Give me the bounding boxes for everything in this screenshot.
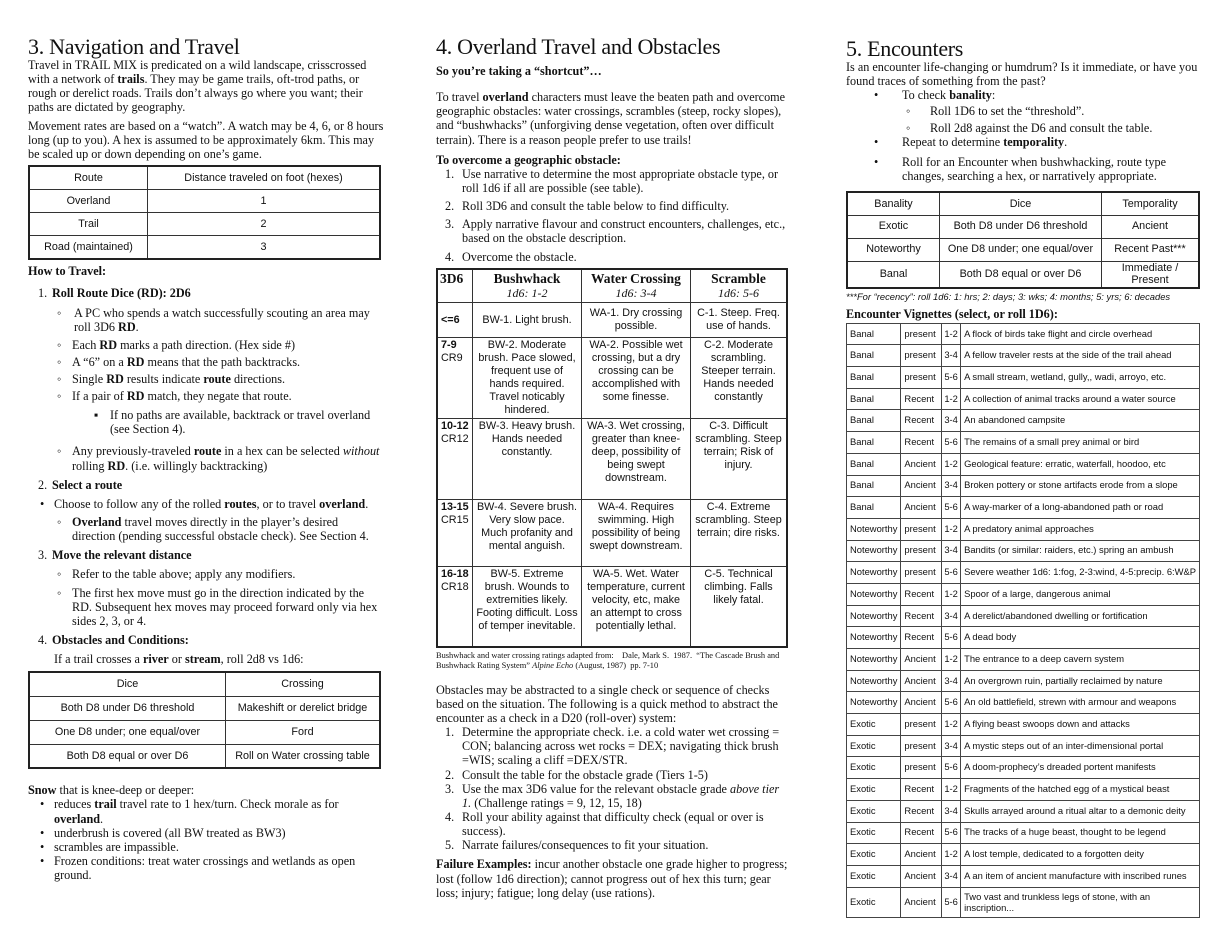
vignette-banality: Exotic — [847, 887, 901, 917]
obstacle-table — [436, 268, 788, 648]
obstacle-col-bushwhack: Bushwhack 1d6: 1-2 — [473, 269, 582, 303]
overland-intro: To travel overland characters must leave the beaten path and overcome geographic obstacles: water crossings, scrambles (steep, rocky slopes), and “bushwhacks” (unforgiving dense vegetation, often over difficult terrain). There is a reason people prefer to use trails! — [436, 90, 786, 147]
citation: Bushwhack and water crossing ratings adapted from: Dale, Mark S. 1987. “The Cascade Brush and Bushwhack Rating System” Alpine Echo (August, 1987) pp. 7-10 — [436, 650, 780, 670]
route-distance: 1 — [148, 190, 381, 213]
vignette-row — [847, 323, 1200, 345]
vignette-row — [847, 649, 1200, 671]
vignette-banality: Banal — [847, 432, 901, 454]
vignette-banality: Exotic — [847, 822, 901, 844]
vignette-banality: Exotic — [847, 779, 901, 801]
crossing-col-header: Crossing — [226, 672, 381, 696]
vignette-roll: 5-6 — [942, 562, 961, 584]
dice-result: One D8 under; one equal/over — [29, 720, 226, 744]
banality-value: Noteworthy — [847, 238, 940, 261]
vignette-roll: 5-6 — [942, 692, 961, 714]
list-item: The first hex move must go in the direction indicated by the RD. Subsequent hex moves may proceed forward only via hex sides 2, 3, or 4. — [72, 585, 378, 628]
crossing-result: Ford — [226, 720, 381, 744]
section-encounters — [846, 0, 1202, 918]
obstacle-col-water: Water Crossing 1d6: 3-4 — [582, 269, 691, 303]
temporality-value: Immediate / Present — [1102, 261, 1200, 288]
vignette-roll: 3-4 — [942, 865, 961, 887]
vignette-row — [847, 887, 1200, 917]
obstacle-col-scramble: Scramble 1d6: 5-6 — [691, 269, 788, 303]
distance-col-header: Distance traveled on foot (hexes) — [148, 166, 381, 190]
list-item: Choose to follow any of the rolled routes, or to travel overland. — [54, 496, 369, 511]
vignette-row — [847, 822, 1200, 844]
vignette-description: Two vast and trunkless legs of stone, with an inscription... — [961, 887, 1200, 917]
vignette-temporality: Ancient — [901, 887, 942, 917]
list-item: A “6” on a RD means that the path backtracks. — [72, 354, 301, 369]
vignette-description: A small stream, wetland, gully,, wadi, arroyo, etc. — [961, 367, 1200, 389]
list-item: Any previously-traveled route in a hex can be selected without rolling RD. (i.e. willingly backtracking) — [72, 444, 380, 473]
failure-examples: Failure Examples: incur another obstacle one grade higher to progress; lost (follow 1d6 direction); cannot progress out of hex this turn; gear loss; injury; fatigue; long delay (use rations). — [436, 857, 788, 900]
dice-value: One D8 under; one equal/over — [940, 238, 1102, 261]
vignette-row — [847, 540, 1200, 562]
vignette-roll: 3-4 — [942, 800, 961, 822]
step-1: 1. Roll Route Dice (RD): 2D6 — [38, 286, 191, 301]
vignette-row — [847, 388, 1200, 410]
vignette-temporality: Ancient — [901, 497, 942, 519]
recency-note: ***For “recency”: roll 1d6: 1: hrs; 2: days; 3: wks; 4: months; 5: yrs; 6: decades — [846, 290, 1171, 302]
scramble-cell: C-5. Technical climbing. Falls likely fatal. — [691, 567, 788, 647]
route-distance: 2 — [148, 213, 381, 236]
step-4-title: Obstacles and Conditions: — [52, 632, 189, 647]
vignette-temporality: present — [901, 323, 942, 345]
list-item: Roll your ability against that difficulty check (equal or over is success). — [462, 809, 764, 839]
vignette-row — [847, 670, 1200, 692]
route-name: Trail — [29, 213, 148, 236]
vignette-roll: 3-4 — [942, 670, 961, 692]
water-cell: WA-2. Possible wet crossing, but a dry crossing can be accomplished with some finesse. — [582, 338, 691, 419]
snow-list: • reduces trail travel rate to 1 hex/turn. Check morale as for overland. • underbrush is covered (all BW treated as BW3) • scrambles are impassible. • Frozen conditions: treat water crossings and wetlands as open ground. — [40, 797, 356, 883]
vignette-banality: Exotic — [847, 800, 901, 822]
vignette-temporality: Recent — [901, 627, 942, 649]
vignette-roll: 3-4 — [942, 410, 961, 432]
vignette-banality: Noteworthy — [847, 518, 901, 540]
vignette-roll: 3-4 — [942, 540, 961, 562]
temporality-value: Ancient — [1102, 215, 1200, 238]
grade: 10-12 — [441, 420, 469, 433]
vignette-roll: 1-2 — [942, 453, 961, 475]
vignette-row — [847, 627, 1200, 649]
challenge-rating: CR18 — [441, 580, 469, 593]
vignette-row — [847, 735, 1200, 757]
scramble-cell: C-2. Moderate scrambling. Steeper terrain. Hands needed constantly — [691, 338, 788, 419]
vignette-description: A predatory animal approaches — [961, 518, 1200, 540]
crossing-table — [28, 671, 381, 769]
vignette-temporality: Ancient — [901, 475, 942, 497]
list-item: If a pair of RD match, they negate that route. — [72, 388, 292, 403]
vignette-row — [847, 714, 1200, 736]
vignette-row — [847, 800, 1200, 822]
vignette-banality: Noteworthy — [847, 605, 901, 627]
vignette-roll: 5-6 — [942, 757, 961, 779]
vignette-description: The entrance to a deep cavern system — [961, 649, 1200, 671]
vignette-banality: Exotic — [847, 714, 901, 736]
vignette-banality: Noteworthy — [847, 583, 901, 605]
section-navigation — [28, 0, 384, 882]
dice-value: Both D8 equal or over D6 — [940, 261, 1102, 288]
vignette-description: A flying beast swoops down and attacks — [961, 714, 1200, 736]
list-item: Roll 3D6 and consult the table below to find difficulty. — [462, 199, 730, 214]
vignette-roll: 1-2 — [942, 844, 961, 866]
route-table — [28, 165, 381, 260]
route-name: Overland — [29, 190, 148, 213]
vignette-banality: Banal — [847, 475, 901, 497]
obstacle-row — [437, 303, 787, 338]
grade: 16-18 — [441, 568, 469, 581]
step-3-title: Move the relevant distance — [52, 548, 192, 563]
vignette-roll: 5-6 — [942, 497, 961, 519]
vignette-temporality: Ancient — [901, 692, 942, 714]
vignette-description: A lost temple, dedicated to a forgotten deity — [961, 844, 1200, 866]
vignette-row — [847, 432, 1200, 454]
vignette-row — [847, 865, 1200, 887]
route-col-header: Route — [29, 166, 148, 190]
banality-col-header: Banality — [847, 192, 940, 215]
crossing-result: Makeshift or derelict bridge — [226, 696, 381, 720]
step-1-list: ◦ A PC who spends a watch successfully scouting an area may roll 3D6 RD. ◦ Each RD marks a path direction. (Hex side #) ◦ A “6” on a RD means that the path backtracks. ◦ Single RD results indicate route directions. ◦ If a pair of RD match, they negate that route. ▪ If no paths are available, backtrack or travel overland (see Section 4). ◦ Any previously-traveled route in a hex can be selected without rolling RD. (i.e. willingly backtracking) — [57, 306, 380, 473]
section-5-title: 5. Encounters — [846, 36, 964, 61]
water-cell: WA-4. Requires swimming. High possibility of being swept downstream. — [582, 500, 691, 567]
vignette-temporality: Recent — [901, 583, 942, 605]
vignette-row — [847, 367, 1200, 389]
list-item: Apply narrative flavour and construct encounters, challenges, etc., based on the obstacle description. — [462, 217, 786, 246]
vignette-row — [847, 345, 1200, 367]
bushwhack-cell: BW-2. Moderate brush. Pace slowed, frequent use of hands required. Travel noticably hindered. — [473, 338, 582, 419]
vignette-temporality: present — [901, 757, 942, 779]
vignette-roll: 1-2 — [942, 388, 961, 410]
list-item: scrambles are impassible. — [54, 839, 179, 854]
list-item: To check banality: — [902, 88, 996, 103]
vignette-row — [847, 583, 1200, 605]
vignette-temporality: present — [901, 518, 942, 540]
vignette-description: Geological feature: erratic, waterfall, hoodoo, etc — [961, 453, 1200, 475]
temporality-value: Recent Past*** — [1102, 238, 1200, 261]
vignette-row — [847, 410, 1200, 432]
route-distance: 3 — [148, 236, 381, 259]
abstract-intro: Obstacles may be abstracted to a single check or sequence of checks based on the situation. The following is a quick method to abstract the encounter as a check in a D20 (roll-over) system: — [436, 682, 778, 725]
vignette-banality: Exotic — [847, 735, 901, 757]
challenge-rating: CR9 — [441, 351, 463, 364]
bushwhack-cell: BW-5. Extreme brush. Wounds to extremities likely. Footing difficult. Loss of temper inevitable. — [473, 567, 582, 647]
bushwhack-cell: BW-4. Severe brush. Very slow pace. Much profanity and mental anguish. — [473, 500, 582, 567]
snow-heading: Snow that is knee-deep or deeper: — [28, 783, 195, 798]
list-item: Overland travel moves directly in the player’s desired direction (pending successful obstacle check). See Section 4. — [72, 514, 369, 544]
vignette-temporality: present — [901, 540, 942, 562]
challenge-rating: CR15 — [441, 513, 469, 526]
list-item: Roll 1D6 to set the “threshold”. — [930, 104, 1085, 119]
grade: <=6 — [437, 303, 473, 338]
water-cell: WA-1. Dry crossing possible. — [582, 303, 691, 338]
temporality-col-header: Temporality — [1102, 192, 1200, 215]
vignette-temporality: Recent — [901, 779, 942, 801]
vignette-description: The tracks of a huge beast, thought to be legend — [961, 822, 1200, 844]
list-item: Roll for an Encounter when bushwhacking, route type changes, searching a hex, or narratively appropriate. — [902, 154, 1166, 183]
vignette-description: An abandoned campsite — [961, 410, 1200, 432]
overcome-heading: To overcome a geographic obstacle: — [436, 152, 621, 167]
vignette-roll: 5-6 — [942, 432, 961, 454]
bushwhack-cell: BW-3. Heavy brush. Hands needed constantly. — [473, 419, 582, 500]
shortcut-subtitle: So you’re taking a “shortcut”… — [436, 64, 602, 78]
obstacle-col-3d6: 3D6 — [437, 269, 473, 303]
step-3: 3. Move the relevant distance — [38, 548, 192, 563]
vignette-temporality: Ancient — [901, 649, 942, 671]
vignette-temporality: present — [901, 345, 942, 367]
vignette-banality: Noteworthy — [847, 649, 901, 671]
vignette-temporality: Recent — [901, 410, 942, 432]
vignette-description: Fragments of the hatched egg of a mystical beast — [961, 779, 1200, 801]
vignette-temporality: Recent — [901, 800, 942, 822]
vignettes-table — [846, 323, 1200, 918]
step-3-list: ◦ Refer to the table above; apply any modifiers. ◦ The first hex move must go in the direction indicated by the RD. Subsequent hex moves may proceed forward only via hex sides 2, 3, or 4. — [57, 567, 378, 628]
vignette-temporality: present — [901, 714, 942, 736]
list-item: Use narrative to determine the most appropriate obstacle type, or roll 1d6 if all are possible (see table). — [462, 166, 779, 195]
vignette-banality: Exotic — [847, 844, 901, 866]
challenge-rating: CR12 — [441, 432, 469, 445]
list-item: Each RD marks a path direction. (Hex side #) — [72, 337, 296, 352]
section-4-title: 4. Overland Travel and Obstacles — [436, 34, 721, 59]
vignette-row — [847, 475, 1200, 497]
obstacle-row — [437, 567, 787, 647]
vignette-temporality: Recent — [901, 605, 942, 627]
vignette-banality: Banal — [847, 323, 901, 345]
obstacle-row — [437, 500, 787, 567]
vignettes-heading: Encounter Vignettes (select, or roll 1D6): — [846, 306, 1058, 321]
list-item: Determine the appropriate check. i.e. a cold water wet crossing = CON; balancing across wet rocks = DEX; navigating thick brush =WIS; scaling a cliff =DEX/STR. — [462, 725, 780, 768]
dice-col-header: Dice — [29, 672, 226, 696]
scramble-cell: C-3. Difficult scrambling. Steep terrain; Risk of injury. — [691, 419, 788, 500]
overcome-steps: 1. Use narrative to determine the most appropriate obstacle type, or roll 1d6 if all are possible (see table). 2. Roll 3D6 and consult the table below to find difficulty. 3. Apply narrative flavour and construct encounters, challenges, etc., based on the obstacle description. 4. Overcome the obstacle. — [445, 166, 786, 264]
vignette-description: An overgrown ruin, partially reclaimed by nature — [961, 670, 1200, 692]
banality-value: Exotic — [847, 215, 940, 238]
list-item: Overcome the obstacle. — [462, 249, 577, 264]
route-name: Road (maintained) — [29, 236, 148, 259]
vignette-description: A way-marker of a long-abandoned path or road — [961, 497, 1200, 519]
vignette-row — [847, 562, 1200, 584]
crossing-result: Roll on Water crossing table — [226, 744, 381, 768]
scramble-cell: C-1. Steep. Freq. use of hands. — [691, 303, 788, 338]
vignette-banality: Exotic — [847, 757, 901, 779]
vignette-row — [847, 844, 1200, 866]
dice-col-header: Dice — [940, 192, 1102, 215]
vignette-description: A dead body — [961, 627, 1200, 649]
step-2-list: • Choose to follow any of the rolled routes, or to travel overland. ◦ Overland travel moves directly in the player’s desired direction (pending successful obstacle check). See Section 4. — [40, 496, 369, 544]
vignette-roll: 3-4 — [942, 475, 961, 497]
vignette-description: A mystic steps out of an inter-dimensional portal — [961, 735, 1200, 757]
water-cell: WA-5. Wet. Water temperature, current velocity, etc, make an attempt to cross potentially lethal. — [582, 567, 691, 647]
list-item: Refer to the table above; apply any modifiers. — [72, 567, 296, 582]
vignette-banality: Banal — [847, 410, 901, 432]
vignette-roll: 1-2 — [942, 323, 961, 345]
water-cell: WA-3. Wet crossing, greater than knee-deep, possibility of being swept downstream. — [582, 419, 691, 500]
movement-rates: Movement rates are based on a “watch”. A watch may be 4, 6, or 8 hours long (up to you). A hex is assumed to be approximately 6km. This may be scaled up or down depending on one’s game. — [28, 118, 384, 161]
vignette-temporality: Recent — [901, 388, 942, 410]
list-item: A PC who spends a watch successfully scouting an area may roll 3D6 RD. — [74, 306, 370, 335]
vignette-row — [847, 453, 1200, 475]
step-2-title: Select a route — [52, 477, 123, 492]
section-overland — [436, 0, 788, 900]
vignette-banality: Exotic — [847, 865, 901, 887]
dice-result: Both D8 equal or over D6 — [29, 744, 226, 768]
nav-intro: Travel in TRAIL MIX is predicated on a wild landscape, crisscrossed with a network of trails. They may be game trails, oft-trod paths, or rough or derelict roads. Trails don’t always go where you want; their paths are dictated by geography. — [28, 58, 367, 115]
vignette-banality: Noteworthy — [847, 562, 901, 584]
vignette-banality: Banal — [847, 367, 901, 389]
vignette-banality: Banal — [847, 497, 901, 519]
vignette-roll: 5-6 — [942, 367, 961, 389]
list-item: underbrush is covered (all BW treated as BW3) — [54, 825, 286, 840]
vignette-roll: 3-4 — [942, 605, 961, 627]
vignette-temporality: Ancient — [901, 844, 942, 866]
step-4-text: If a trail crosses a river or stream, roll 2d8 vs 1d6: — [54, 652, 304, 667]
vignette-roll: 5-6 — [942, 627, 961, 649]
list-item: If no paths are available, backtrack or travel overland (see Section 4). — [110, 408, 371, 437]
vignette-roll: 3-4 — [942, 345, 961, 367]
abstract-steps: 1. Determine the appropriate check. i.e. a cold water wet crossing = CON; balancing across wet rocks = DEX; navigating thick brush =WIS; scaling a cliff =DEX/STR. 2. Consult the table for the obstacle grade (Tiers 1-5) 3. Use the max 3D6 value for the relevant obstacle grade above tier 1. (Challenge ratings = 9, 12, 15, 18) 4. Roll your ability against that difficulty check (equal or over is success). 5. Narrate failures/consequences to fit your situation. — [445, 725, 780, 853]
scramble-cell: C-4. Extreme scrambling. Steep terrain; dire risks. — [691, 500, 788, 567]
section-3-title: 3. Navigation and Travel — [28, 34, 240, 59]
vignette-row — [847, 692, 1200, 714]
vignette-description: A collection of animal tracks around a water source — [961, 388, 1200, 410]
vignette-description: Skulls arrayed around a ritual altar to a demonic deity — [961, 800, 1200, 822]
vignette-banality: Banal — [847, 388, 901, 410]
vignette-row — [847, 518, 1200, 540]
encounter-rules: • To check banality: ◦ Roll 1D6 to set the “threshold”. ◦ Roll 2d8 against the D6 and consult the table. • Repeat to determine temporality. • Roll for an Encounter when bushwhacking, route type changes, searching a hex, or narratively appropriate. — [874, 88, 1166, 183]
vignette-roll: 1-2 — [942, 518, 961, 540]
vignette-row — [847, 757, 1200, 779]
banality-value: Banal — [847, 261, 940, 288]
dice-value: Both D8 under D6 threshold — [940, 215, 1102, 238]
vignette-temporality: Ancient — [901, 670, 942, 692]
bushwhack-cell: BW-1. Light brush. — [473, 303, 582, 338]
vignette-roll: 3-4 — [942, 735, 961, 757]
vignette-roll: 1-2 — [942, 583, 961, 605]
obstacle-row — [437, 419, 787, 500]
vignette-roll: 1-2 — [942, 649, 961, 671]
vignette-temporality: Recent — [901, 432, 942, 454]
vignette-description: Severe weather 1d6: 1:fog, 2-3:wind, 4-5:precip. 6:W&P — [961, 562, 1200, 584]
grade: 7-9 — [441, 339, 457, 352]
encounters-intro: Is an encounter life-changing or humdrum? Is it immediate, or have you found traces of something from the past? — [846, 60, 1198, 89]
vignette-description: The remains of a small prey animal or bird — [961, 432, 1200, 454]
vignette-banality: Noteworthy — [847, 627, 901, 649]
vignette-description: A flock of birds take flight and circle overhead — [961, 323, 1200, 345]
vignette-temporality: Ancient — [901, 865, 942, 887]
vignette-description: An old battlefield, strewn with armour and weapons — [961, 692, 1200, 714]
vignette-row — [847, 497, 1200, 519]
grade: 13-15 — [441, 501, 469, 514]
vignette-banality: Banal — [847, 345, 901, 367]
vignette-description: A derelict/abandoned dwelling or fortification — [961, 605, 1200, 627]
list-item: Consult the table for the obstacle grade (Tiers 1-5) — [462, 767, 708, 782]
vignette-banality: Noteworthy — [847, 692, 901, 714]
vignette-temporality: present — [901, 367, 942, 389]
vignette-roll: 1-2 — [942, 779, 961, 801]
step-2: 2. Select a route — [38, 477, 123, 492]
vignette-banality: Noteworthy — [847, 670, 901, 692]
step-1-title: Roll Route Dice (RD): 2D6 — [52, 286, 191, 301]
obstacle-row — [437, 338, 787, 419]
step-4: 4. Obstacles and Conditions: — [38, 632, 189, 647]
list-item: Roll 2d8 against the D6 and consult the table. — [930, 120, 1153, 135]
list-item: Use the max 3D6 value for the relevant obstacle grade above tier 1. (Challenge ratings = 9, 12, 15, 18) — [462, 781, 780, 810]
dice-result: Both D8 under D6 threshold — [29, 696, 226, 720]
list-item: Repeat to determine temporality. — [902, 134, 1068, 149]
vignette-row — [847, 605, 1200, 627]
vignette-banality: Noteworthy — [847, 540, 901, 562]
vignette-temporality: present — [901, 562, 942, 584]
list-item: reduces trail travel rate to 1 hex/turn. Check morale as for overland. — [54, 797, 339, 826]
vignette-description: A an item of ancient manufacture with inscribed runes — [961, 865, 1200, 887]
vignette-description: Spoor of a large, dangerous animal — [961, 583, 1200, 605]
vignette-temporality: present — [901, 735, 942, 757]
vignette-roll: 5-6 — [942, 822, 961, 844]
vignette-temporality: Recent — [901, 822, 942, 844]
banality-table — [846, 191, 1200, 289]
vignette-description: Broken pottery or stone artifacts erode from a slope — [961, 475, 1200, 497]
list-item: Narrate failures/consequences to fit your situation. — [462, 838, 709, 853]
vignette-temporality: Ancient — [901, 453, 942, 475]
vignette-row — [847, 779, 1200, 801]
list-item: Frozen conditions: treat water crossings and wetlands as open ground. — [54, 853, 356, 883]
list-item: Single RD results indicate route directions. — [72, 371, 286, 386]
how-to-travel-heading: How to Travel: — [28, 263, 107, 278]
vignette-banality: Banal — [847, 453, 901, 475]
vignette-description: A fellow traveler rests at the side of the trail ahead — [961, 345, 1200, 367]
vignette-roll: 1-2 — [942, 714, 961, 736]
vignette-roll: 5-6 — [942, 887, 961, 917]
vignette-description: A doom-prophecy’s dreaded portent manifests — [961, 757, 1200, 779]
vignette-description: Bandits (or similar: raiders, etc.) spring an ambush — [961, 540, 1200, 562]
